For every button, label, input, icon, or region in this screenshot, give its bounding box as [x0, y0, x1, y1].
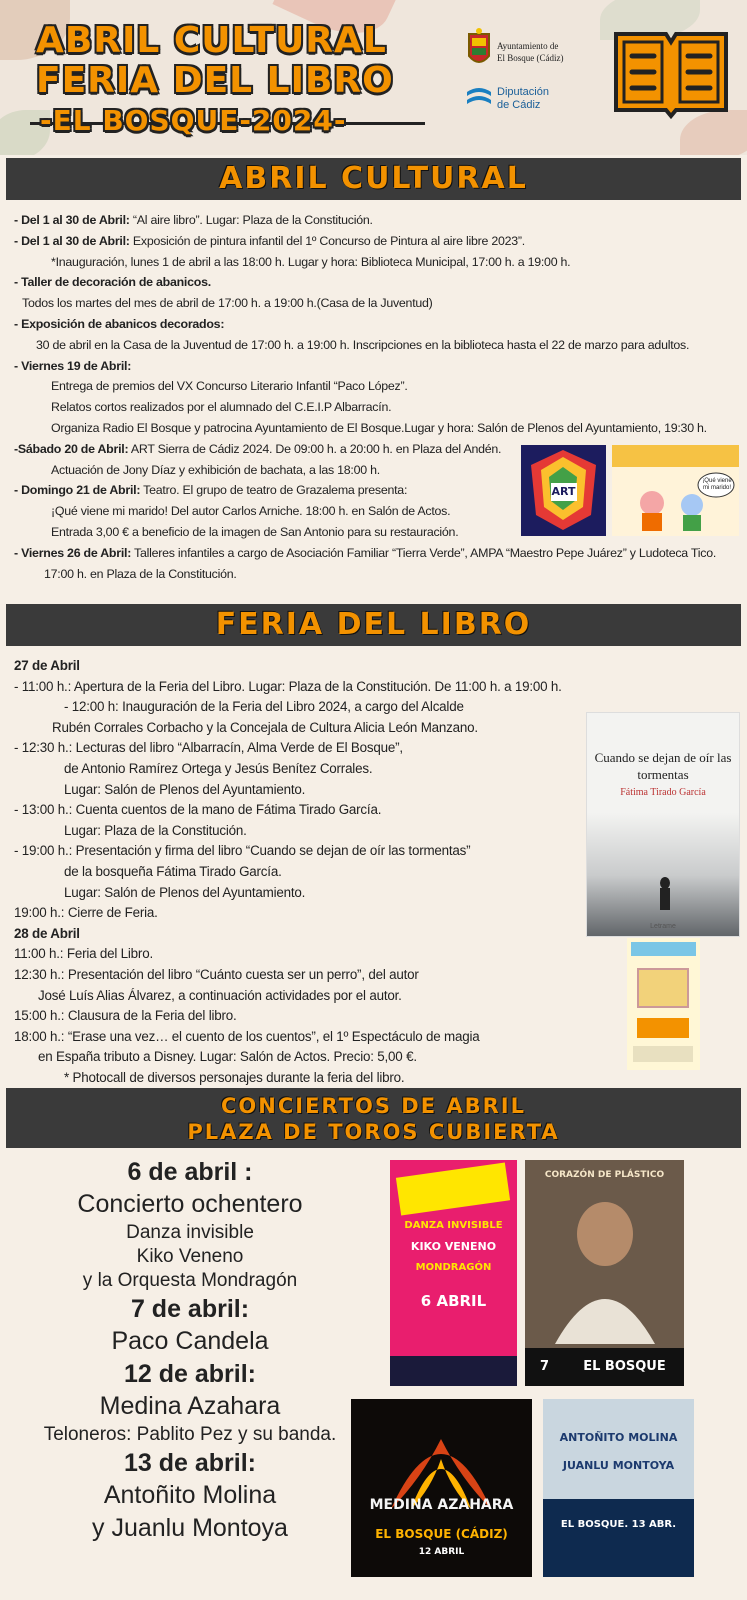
ayuntamiento-logo — [465, 28, 615, 78]
list-item: 15:00 h.: Clausura de la Feria del libro. — [14, 1008, 237, 1024]
poster-date-box — [637, 1018, 689, 1038]
poster-place: EL BOSQUE (CÁDIZ) — [375, 1527, 508, 1541]
list-item: 30 de abril en la Casa de la Juventud de 17:00 h. a 19:00 h. Inscripciones en la biblioteca hasta el 22 de marzo para adultos. — [36, 337, 690, 352]
list-item: - 12:00 h: Inauguración de la Feria del Libro 2024, a cargo del Alcalde — [64, 699, 464, 715]
poster-logo-band — [396, 1163, 510, 1216]
poster-band: MEDINA AZAHARA — [369, 1497, 514, 1513]
poster-artist: ANTOÑITO MOLINA — [559, 1431, 678, 1444]
list-item: Relatos cortos realizados por el alumnado del C.E.I.P Albarracín. — [51, 400, 392, 415]
concert-artist: Danza invisible — [126, 1222, 254, 1243]
list-item: Entrega de premios del VX Concurso Literario Infantil “Paco López”. — [51, 379, 408, 394]
poster-day: 7 — [539, 1359, 550, 1374]
section-title-abril-cultural: ABRIL CULTURAL — [6, 158, 741, 200]
poster-paco-candela — [525, 1160, 684, 1386]
concert-name: Antoñito Molina — [103, 1481, 277, 1509]
poster-teatro — [612, 445, 739, 536]
poster-medina-azahara — [351, 1399, 532, 1577]
feria-libro-list — [14, 656, 604, 1088]
list-item: Organiza Radio El Bosque y patrocina Ayuntamiento de El Bosque.Lugar y hora: Salón de Plenos del Ayuntamiento, 19:30 h. — [51, 420, 707, 435]
poster-artist: KIKO VENENO — [410, 1240, 497, 1253]
list-item: - Del 1 al 30 de Abril: “Al aire libro”. Lugar: Plaza de la Constitución. — [14, 213, 373, 227]
poster-header — [631, 942, 696, 956]
speech-bubble-text: ¡Qué viene mi marido! — [702, 478, 732, 491]
list-item: Lugar: Plaza de la Constitución. — [64, 822, 247, 838]
coat-of-arms-icon — [465, 28, 493, 72]
section-title-conciertos — [6, 1088, 741, 1148]
list-item: - Taller de decoración de abanicos. — [14, 275, 211, 290]
poster-antonito-molina — [543, 1399, 694, 1577]
list-item: * Photocall de diversos personajes durante la feria del libro. — [64, 1069, 405, 1085]
conciertos-title-1: CONCIERTOS DE ABRIL — [221, 1094, 526, 1118]
book-author: Fátima Tirado García — [620, 787, 706, 798]
concert-name: Medina Azahara — [99, 1392, 281, 1420]
concert-date: 7 de abril: — [130, 1295, 250, 1323]
book-title: Cuando se dejan de oír las tormentas — [594, 750, 732, 782]
list-item: 19:00 h.: Cierre de Feria. — [14, 905, 158, 921]
poster-art-label: ART — [551, 485, 576, 498]
header-title-2: FERIA DEL LIBRO — [36, 60, 394, 101]
list-item: Lugar: Salón de Plenos del Ayuntamiento. — [64, 781, 306, 797]
poster-artist: DANZA INVISIBLE — [404, 1220, 503, 1231]
conciertos-title-2: PLAZA DE TOROS CUBIERTA — [187, 1120, 560, 1144]
header-title-3: -EL BOSQUE-2024- — [40, 104, 347, 137]
list-item: 18:00 h.: “Erase una vez… el cuento de los cuentos”, el 1º Espectáculo de magia — [14, 1028, 480, 1044]
concert-name: Concierto ochentero — [77, 1190, 303, 1218]
list-item: José Luís Alias Álvarez, a continuación actividades por el autor. — [38, 987, 402, 1003]
list-item: - Exposición de abanicos decorados: — [14, 316, 225, 331]
concert-name: Paco Candela — [111, 1327, 269, 1355]
list-item: 11:00 h.: Feria del Libro. — [14, 946, 153, 962]
header-banner — [0, 0, 747, 155]
ayuntamiento-place: El Bosque (Cádiz) — [497, 53, 564, 63]
concert-support: Teloneros: Pablito Pez y su banda. — [43, 1424, 337, 1445]
book-cover — [586, 712, 740, 937]
list-item: de Antonio Ramírez Ortega y Jesús Benítez Corrales. — [64, 760, 373, 776]
concert-date: 6 de abril : — [127, 1158, 253, 1186]
list-item: *Inauguración, lunes 1 de abril a las 18:00 h. Lugar y hora: Biblioteca Municipal, 17:00 h. a 19:00 h. — [51, 254, 571, 269]
poster-artist: JUANLU MONTOYA — [562, 1459, 675, 1472]
list-item: Rubén Corrales Corbacho y la Concejala de Cultura Alicia León Manzano. — [52, 719, 478, 735]
conciertos-list — [20, 1156, 360, 1545]
poster-date: EL BOSQUE. 13 ABR. — [560, 1519, 677, 1530]
list-heading: 27 de Abril — [14, 658, 80, 673]
poster-footer — [390, 1356, 517, 1386]
concert-artist: y la Orquesta Mondragón — [82, 1270, 298, 1291]
poster-cuento — [627, 938, 700, 1070]
list-item: ¡Qué viene mi marido! Del autor Carlos Arniche. 18:00 h. en Salón de Actos. — [51, 504, 451, 519]
poster-artist-photo — [525, 1184, 684, 1344]
concert-date: 13 de abril: — [124, 1449, 256, 1477]
list-item: - 19:00 h.: Presentación y firma del libro “Cuando se dejan de oír las tormentas” — [14, 843, 471, 859]
diputacion-name: Diputación — [497, 86, 549, 98]
poster-footer — [633, 1046, 693, 1062]
book-publisher: Letrame — [650, 923, 676, 930]
list-item: Lugar: Salón de Plenos del Ayuntamiento. — [64, 884, 306, 900]
ayuntamiento-name: Ayuntamiento de — [497, 41, 559, 51]
open-book-icon — [610, 22, 732, 122]
diputacion-place: de Cádiz — [497, 99, 541, 111]
list-item: - Domingo 21 de Abril: Teatro. El grupo de teatro de Grazalema presenta: — [14, 483, 408, 498]
list-item: -Sábado 20 de Abril: ART Sierra de Cádiz 2024. De 09:00 h. a 20:00 h. en Plaza del Andén. — [14, 441, 502, 456]
list-item: Entrada 3,00 € a beneficio de la imagen de San Antonio para su restauración. — [51, 524, 459, 539]
poster-book-image — [637, 968, 689, 1008]
list-item: - 11:00 h.: Apertura de la Feria del Libro. Lugar: Plaza de la Constitución. De 11:00 h. a 19:00 h. — [14, 678, 562, 694]
list-item: Actuación de Jony Díaz y exhibición de bachata, a las 18:00 h. — [51, 462, 380, 477]
list-item: 17:00 h. en Plaza de la Constitución. — [44, 566, 237, 581]
list-item: - 13:00 h.: Cuenta cuentos de la mano de Fátima Tirado García. — [14, 802, 382, 818]
list-item: en España tributo a Disney. Lugar: Salón de Actos. Precio: 5,00 €. — [38, 1049, 417, 1065]
poster-art-sierra-cadiz — [521, 445, 606, 536]
poster-date: 6 ABRIL — [420, 1292, 487, 1310]
section-title-feria-libro: FERIA DEL LIBRO — [6, 604, 741, 646]
concert-artist: Kiko Veneno — [136, 1246, 244, 1267]
concert-date: 12 de abril: — [124, 1360, 256, 1388]
concert-name: y Juanlu Montoya — [92, 1514, 288, 1542]
list-item: - Viernes 19 de Abril: — [14, 358, 132, 373]
header-title-1: ABRIL CULTURAL — [36, 20, 387, 61]
diputacion-icon — [465, 82, 493, 110]
poster-artist: MONDRAGÓN — [415, 1262, 492, 1273]
poster-tour: CORAZÓN DE PLÁSTICO — [544, 1170, 665, 1180]
list-item: - 12:30 h.: Lecturas del libro “Albarracín, Alma Verde de El Bosque”, — [14, 740, 403, 756]
poster-festival-ochentero — [390, 1160, 517, 1386]
list-item: de la bosqueña Fátima Tirado García. — [64, 863, 282, 879]
list-item: - Viernes 26 de Abril: Talleres infantiles a cargo de Asociación Familiar “Tierra Verde”, AMPA “Maestro Pepe Juárez” y Ludoteca Tico. — [14, 545, 717, 560]
poster-place: EL BOSQUE — [583, 1359, 666, 1374]
list-heading: 28 de Abril — [14, 925, 80, 941]
book-cover-image — [587, 713, 740, 937]
list-item: - Del 1 al 30 de Abril: Exposición de pintura infantil del 1º Concurso de Pintura al aire libre 2023”. — [14, 233, 525, 248]
poster-footer — [543, 1499, 694, 1577]
diputacion-logo — [465, 80, 615, 116]
list-item: 12:30 h.: Presentación del libro “Cuánto cuesta ser un perro”, del autor — [14, 966, 419, 982]
list-item: Todos los martes del mes de abril de 17:00 h. a 19:00 h.(Casa de la Juventud) — [22, 296, 433, 311]
poster-date: 12 ABRIL — [418, 1547, 465, 1557]
